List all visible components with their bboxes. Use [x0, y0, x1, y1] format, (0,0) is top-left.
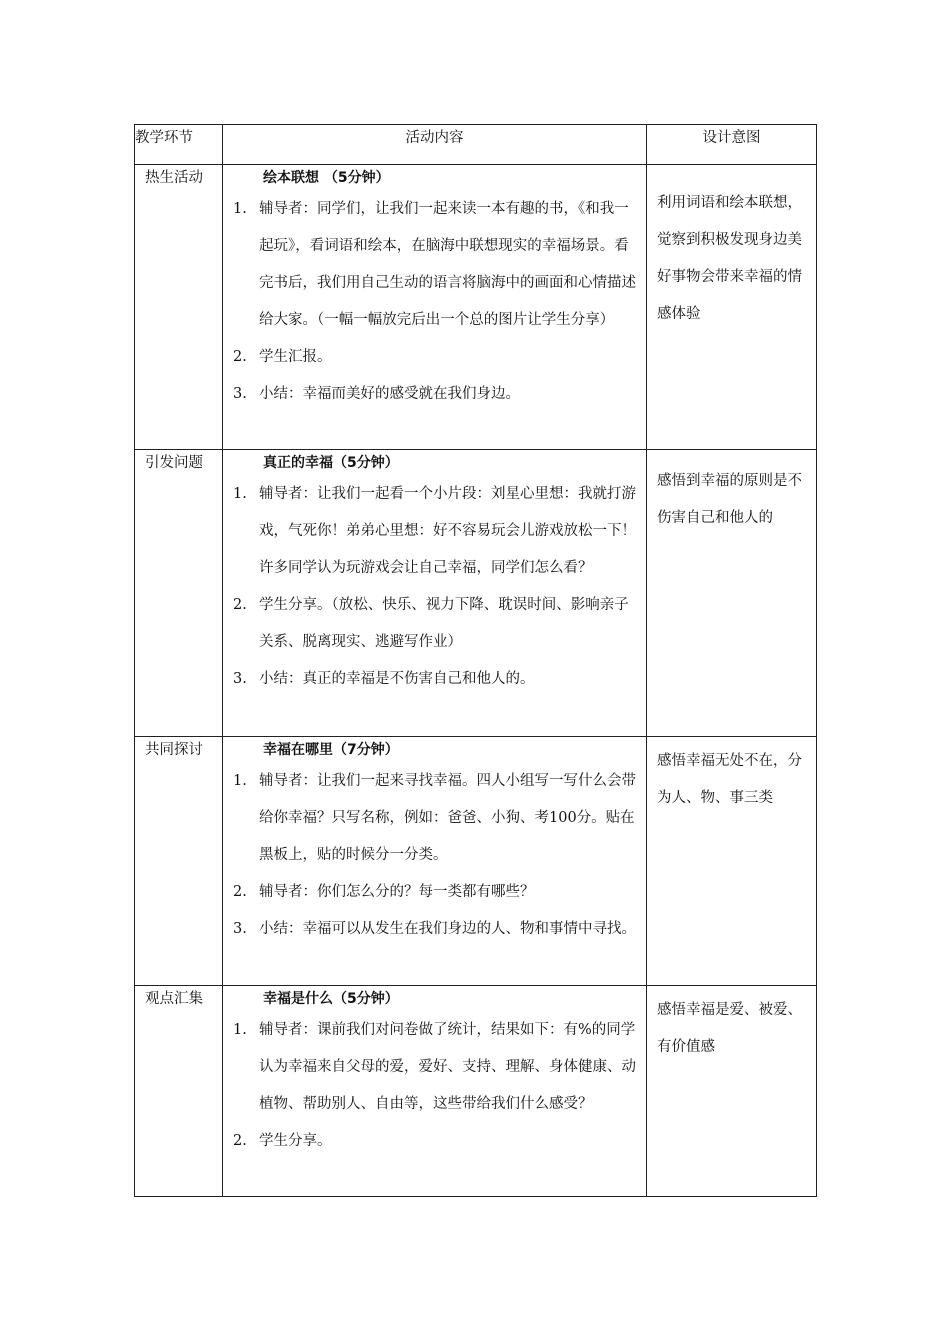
- intent-text: 感悟幸福无处不在，分为人、物、事三类: [657, 753, 802, 806]
- activity-list: [233, 1012, 640, 1160]
- stage-cell: 共同探讨: [135, 737, 223, 986]
- list-item: 1. 辅导者：让我们一起来寻找幸福。四人小组写一写什么会带给你幸福？只写名称，例如：爸爸、小狗、考100分。贴在黑板上，贴的时候分一分类。: [233, 773, 636, 863]
- section-title: 真正的幸福（5分钟）: [263, 455, 399, 471]
- intent-text: 利用词语和绘本联想，觉察到积极发现身边美好事物会带来幸福的情感体验: [657, 195, 802, 322]
- section-title: 幸福是什么（5分钟）: [263, 991, 399, 1007]
- list-item: 1. 辅导者：同学们，让我们一起来读一本有趣的书，《和我一起玩》，看词语和绘本，在脑海中联想现实的幸福场景。看完书后，我们用自己生动的语言将脑海中的画面和心情描述给大家。（一幅一幅放完后出一个总的图片让学生分享）: [233, 201, 636, 328]
- content-cell: [223, 165, 647, 450]
- stage-cell: 引发问题: [135, 450, 223, 737]
- intent-text: 感悟到幸福的原则是不伤害自己和他人的: [657, 473, 802, 526]
- table-header-row: [135, 125, 817, 165]
- list-item: 3. 小结：真正的幸福是不伤害自己和他人的。: [233, 671, 535, 687]
- header-intent: 设计意图: [647, 125, 817, 165]
- list-item: 2. 学生汇报。: [233, 349, 332, 365]
- list-item: 1. 辅导者：课前我们对问卷做了统计，结果如下：有%的同学认为幸福来自父母的爱，爱好、支持、理解、身体健康、动植物、帮助别人、自由等，这些带给我们什么感受？: [233, 1022, 636, 1112]
- header-content: 活动内容: [223, 125, 647, 165]
- list-item: 2. 学生分享。: [233, 1133, 332, 1149]
- table-row: [135, 450, 817, 737]
- table-row: [135, 165, 817, 450]
- header-stage: 教学环节: [135, 125, 223, 165]
- content-cell: [223, 986, 647, 1197]
- list-item: 2. 学生分享。（放松、快乐、视力下降、耽误时间、影响亲子关系、脱离现实、逃避写作业）: [233, 597, 629, 650]
- table-row: [135, 986, 817, 1197]
- table-row: [135, 737, 817, 986]
- activity-list: [233, 763, 640, 948]
- list-item: 1. 辅导者：让我们一起看一个小片段：刘星心里想：我就打游戏，气死你！弟弟心里想：好不容易玩会儿游戏放松一下！许多同学认为玩游戏会让自己幸福，同学们怎么看？: [233, 486, 636, 576]
- section-title: 幸福在哪里（7分钟）: [263, 742, 399, 758]
- intent-cell: [647, 450, 817, 737]
- content-cell: [223, 737, 647, 986]
- list-item: 3. 小结：幸福可以从发生在我们身边的人、物和事情中寻找。: [233, 921, 636, 937]
- activity-list: [233, 476, 640, 698]
- list-item: 3. 小结：幸福而美好的感受就在我们身边。: [233, 386, 520, 402]
- list-item: 2. 辅导者：你们怎么分的？每一类都有哪些？: [233, 884, 535, 900]
- stage-cell: 观点汇集: [135, 986, 223, 1197]
- intent-cell: [647, 165, 817, 450]
- section-title: 绘本联想 （5分钟）: [263, 170, 390, 186]
- activity-list: [233, 191, 640, 413]
- content-cell: [223, 450, 647, 737]
- intent-text: 感悟幸福是爱、被爱、有价值感: [657, 1002, 802, 1055]
- intent-cell: [647, 986, 817, 1197]
- intent-cell: [647, 737, 817, 986]
- stage-cell: 热生活动: [135, 165, 223, 450]
- lesson-plan-table: [134, 124, 817, 1197]
